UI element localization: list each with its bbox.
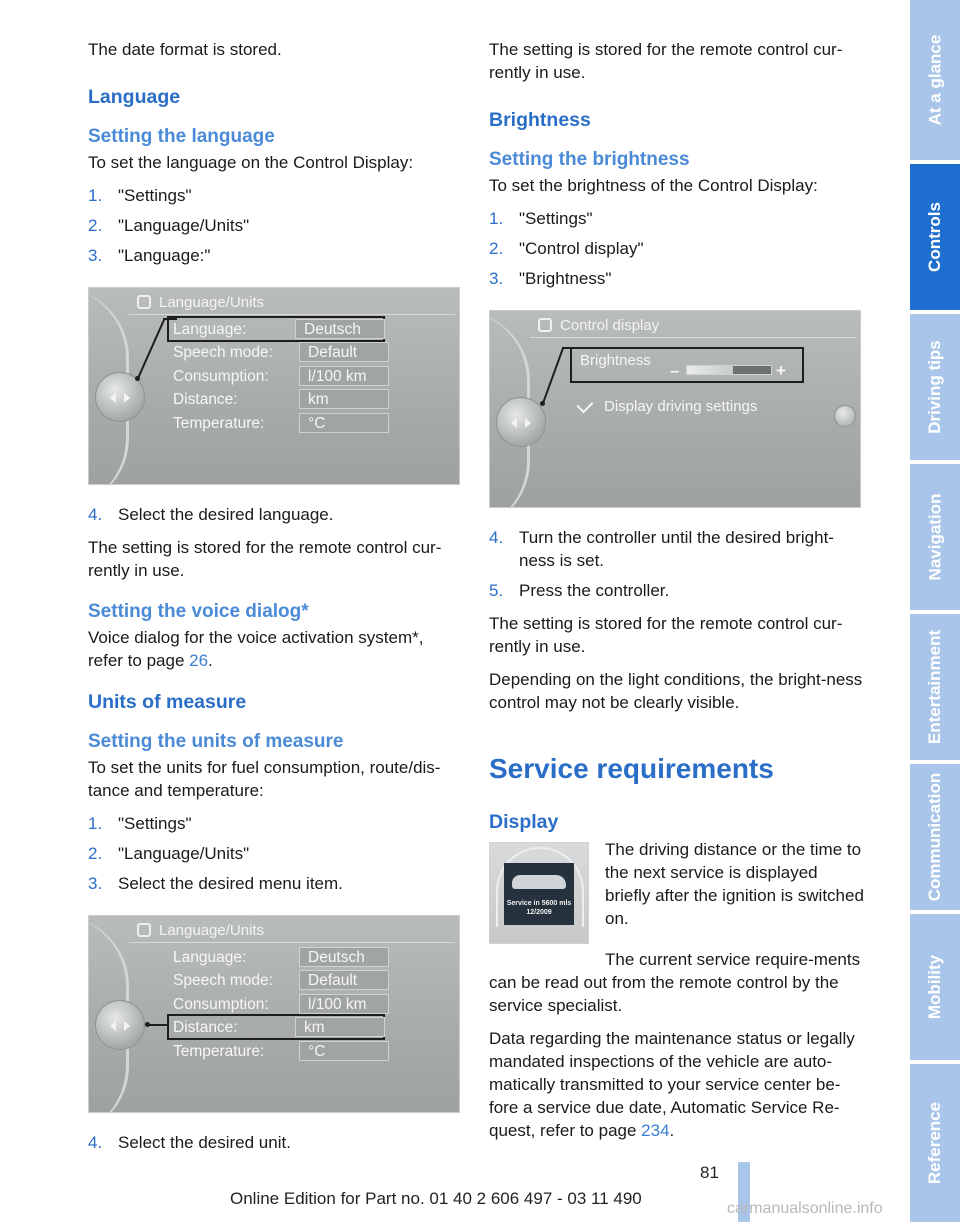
tab-controls[interactable]: Controls [910, 164, 960, 310]
list-item: 2. "Language/Units" [88, 216, 250, 235]
display-driving-settings-row: Display driving settings [580, 395, 757, 418]
language-units-screenshot-1 [88, 287, 460, 485]
tab-navigation[interactable]: Navigation [910, 464, 960, 610]
tab-driving-tips[interactable]: Driving tips [910, 314, 960, 460]
service-text-2: The current service require-ments can be read out from the remote control by the service specialist. [489, 950, 861, 1015]
list-item: 4. Select the desired language. [88, 505, 334, 524]
car-icon [512, 875, 566, 889]
units-steps [88, 812, 463, 895]
menu-row: Consumption: l/100 km [173, 993, 460, 1015]
pointer-line [147, 1024, 169, 1026]
menu-row: Language: Deutsch [173, 946, 460, 968]
panel-header: Language/Units [159, 921, 265, 939]
tab-mobility[interactable]: Mobility [910, 914, 960, 1060]
side-button-icon [834, 405, 856, 427]
stored-text: The setting is stored for the remote control cur-rently in use. [88, 538, 442, 580]
heading-voice-dialog: Setting the voice dialog* [88, 601, 309, 622]
settings-icon [538, 318, 552, 332]
menu-row: Consumption: l/100 km [173, 365, 460, 387]
page-link-26[interactable]: 26 [189, 651, 209, 670]
footer-text: Online Edition for Part no. 01 40 2 606 497 - 03 11 490 [230, 1189, 642, 1208]
list-item: 4. Turn the controller until the desired bright-ness is set. [489, 528, 834, 570]
list-item: 3. Select the desired menu item. [88, 874, 343, 893]
list-item: 1. "Settings" [489, 209, 593, 228]
voice-dialog-text: Voice dialog for the voice activation system*, refer to page 26. [88, 628, 424, 670]
controller-icon [95, 1000, 145, 1050]
list-item: 3. "Language:" [88, 246, 211, 265]
set-units-intro: To set the units for fuel consumption, route/dis-tance and temperature: [88, 758, 441, 800]
list-item: 4. Select the desired unit. [88, 1133, 291, 1152]
set-language-intro: To set the language on the Control Display: [88, 153, 414, 172]
service-display-image: Service in 5600 mls 12/2009 [489, 842, 589, 944]
pointer-line [542, 347, 564, 404]
page-number: 81 [700, 1163, 719, 1182]
tab-entertainment[interactable]: Entertainment [910, 614, 960, 760]
menu-row: Speech mode: Default [173, 341, 460, 363]
heading-brightness: Brightness [489, 109, 591, 131]
brightness-steps [489, 207, 864, 290]
right-column [489, 38, 864, 1152]
list-item: 1. "Settings" [88, 186, 192, 205]
stored-text: The setting is stored for the remote control cur-rently in use. [489, 614, 843, 656]
settings-icon [137, 295, 151, 309]
panel-header: Control display [560, 316, 660, 334]
heading-language: Language [88, 86, 181, 108]
heading-service-requirements: Service requirements [489, 753, 774, 784]
list-item: 3. "Brightness" [489, 269, 612, 288]
language-units-screenshot-2 [88, 915, 460, 1113]
list-item: 2. "Language/Units" [88, 844, 250, 863]
control-display-screenshot [489, 310, 861, 508]
heading-setting-units: Setting the units of measure [88, 731, 344, 752]
brightness-slider [686, 365, 772, 375]
section-tabs [910, 0, 960, 1222]
list-item: 1. "Settings" [88, 814, 192, 833]
stored-text: The setting is stored for the remote control cur-rently in use. [489, 40, 843, 82]
depending-text: Depending on the light conditions, the bright-ness control may not be clearly visible. [489, 670, 863, 712]
menu-row: Distance: km [173, 388, 460, 410]
set-brightness-intro: To set the brightness of the Control Display: [489, 176, 818, 195]
watermark: carmanualsonline.info [727, 1200, 883, 1217]
list-item: 2. "Control display" [489, 239, 644, 258]
tab-communication[interactable]: Communication [910, 764, 960, 910]
menu-row: Temperature: °C [173, 412, 460, 434]
checkmark-icon [576, 396, 593, 413]
settings-icon [137, 923, 151, 937]
brightness-fill [687, 366, 733, 374]
left-column [88, 38, 463, 1164]
service-section [489, 838, 864, 948]
menu-row: Temperature: °C [173, 1040, 460, 1062]
menu-row: Speech mode: Default [173, 969, 460, 991]
list-item: 5. Press the controller. [489, 581, 670, 600]
heading-units: Units of measure [88, 691, 247, 713]
tab-at-a-glance[interactable]: At a glance [910, 0, 960, 160]
menu-row: Language: Deutsch [169, 318, 383, 340]
page-link-234[interactable]: 234 [641, 1121, 670, 1140]
brightness-label: Brightness [580, 352, 651, 369]
plus-icon: + [776, 361, 786, 380]
heading-display: Display [489, 811, 559, 833]
service-text-3: Data regarding the maintenance status or legally mandated inspections of the vehicle are auto-matically transmitted to your service center be-fore a service due date, Automatic Service Re-quest, refer to page 234. [489, 1029, 855, 1140]
minus-icon: – [670, 361, 680, 380]
heading-setting-brightness: Setting the brightness [489, 149, 690, 170]
tab-reference[interactable]: Reference [910, 1064, 960, 1222]
language-steps [88, 184, 463, 267]
controller-icon [496, 397, 546, 447]
menu-row: Distance: km [169, 1016, 383, 1038]
heading-setting-language: Setting the language [88, 126, 275, 147]
panel-header: Language/Units [159, 293, 265, 311]
pointer-line [137, 318, 166, 379]
service-text-1: The driving distance or the time to the next service is displayed briefly after the ignition is switched on. [605, 840, 864, 928]
date-format-text: The date format is stored. [88, 40, 282, 59]
